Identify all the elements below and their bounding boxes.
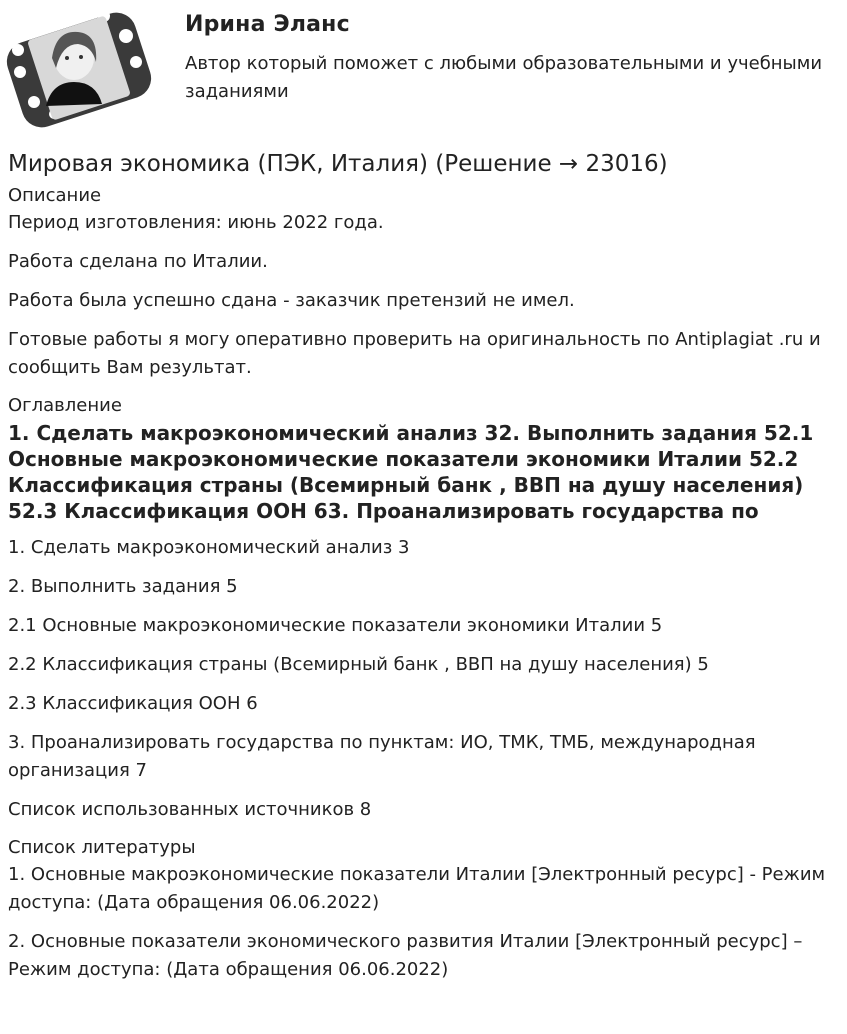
toc-summary: 1. Сделать макроэкономический анализ 32. Выполнить задания 52.1 Основные макроэкономические показатели экономики Италии 52.2 Классификация страны (Всемирный банк , ВВП на душу населения) 52.3 Классификация ООН 63. Проанализировать государства по: [8, 421, 814, 523]
toc-item: 2. Выполнить задания 5: [8, 576, 238, 597]
author-name: Ирина Эланс: [185, 12, 350, 37]
toc-item: 2.2 Классификация страны (Всемирный банк , ВВП на душу населения) 5: [8, 654, 709, 675]
description-paragraph: Работа сделана по Италии.: [8, 251, 268, 272]
author-header: [0, 0, 847, 130]
toc-item: 1. Сделать макроэкономический анализ 3: [8, 537, 410, 558]
description-heading: Описание: [8, 185, 102, 206]
toc-heading: Оглавление: [8, 395, 122, 416]
author-description: Автор который поможет с любыми образовательными и учебными заданиями: [185, 53, 823, 102]
toc-item: 2.1 Основные макроэкономические показатели экономики Италии 5: [8, 615, 663, 636]
literature-item: 2. Основные показатели экономического развития Италии [Электронный ресурс] – Режим доступа: (Дата обращения 06.06.2022): [8, 931, 803, 980]
description-paragraph: Период изготовления: июнь 2022 года.: [8, 212, 384, 233]
literature-item: 1. Основные макроэкономические показатели Италии [Электронный ресурс] - Режим доступа: (Дата обращения 06.06.2022): [8, 864, 826, 913]
author-avatar: [6, 6, 152, 128]
description-paragraph: Работа была успешно сдана - заказчик претензий не имел.: [8, 290, 575, 311]
page-title: Мировая экономика (ПЭК, Италия) (Решение → 23016): [8, 151, 668, 177]
toc-item: 2.3 Классификация ООН 6: [8, 693, 258, 714]
document-content: [8, 147, 838, 995]
description-paragraph: Готовые работы я могу оперативно проверить на оригинальность по Antiplagiat .ru и сообщить Вам результат.: [8, 329, 821, 378]
toc-item: 3. Проанализировать государства по пунктам: ИО, ТМК, ТМБ, международная организация 7: [8, 732, 756, 781]
toc-item: Список использованных источников 8: [8, 799, 372, 820]
literature-heading: Список литературы: [8, 837, 196, 858]
